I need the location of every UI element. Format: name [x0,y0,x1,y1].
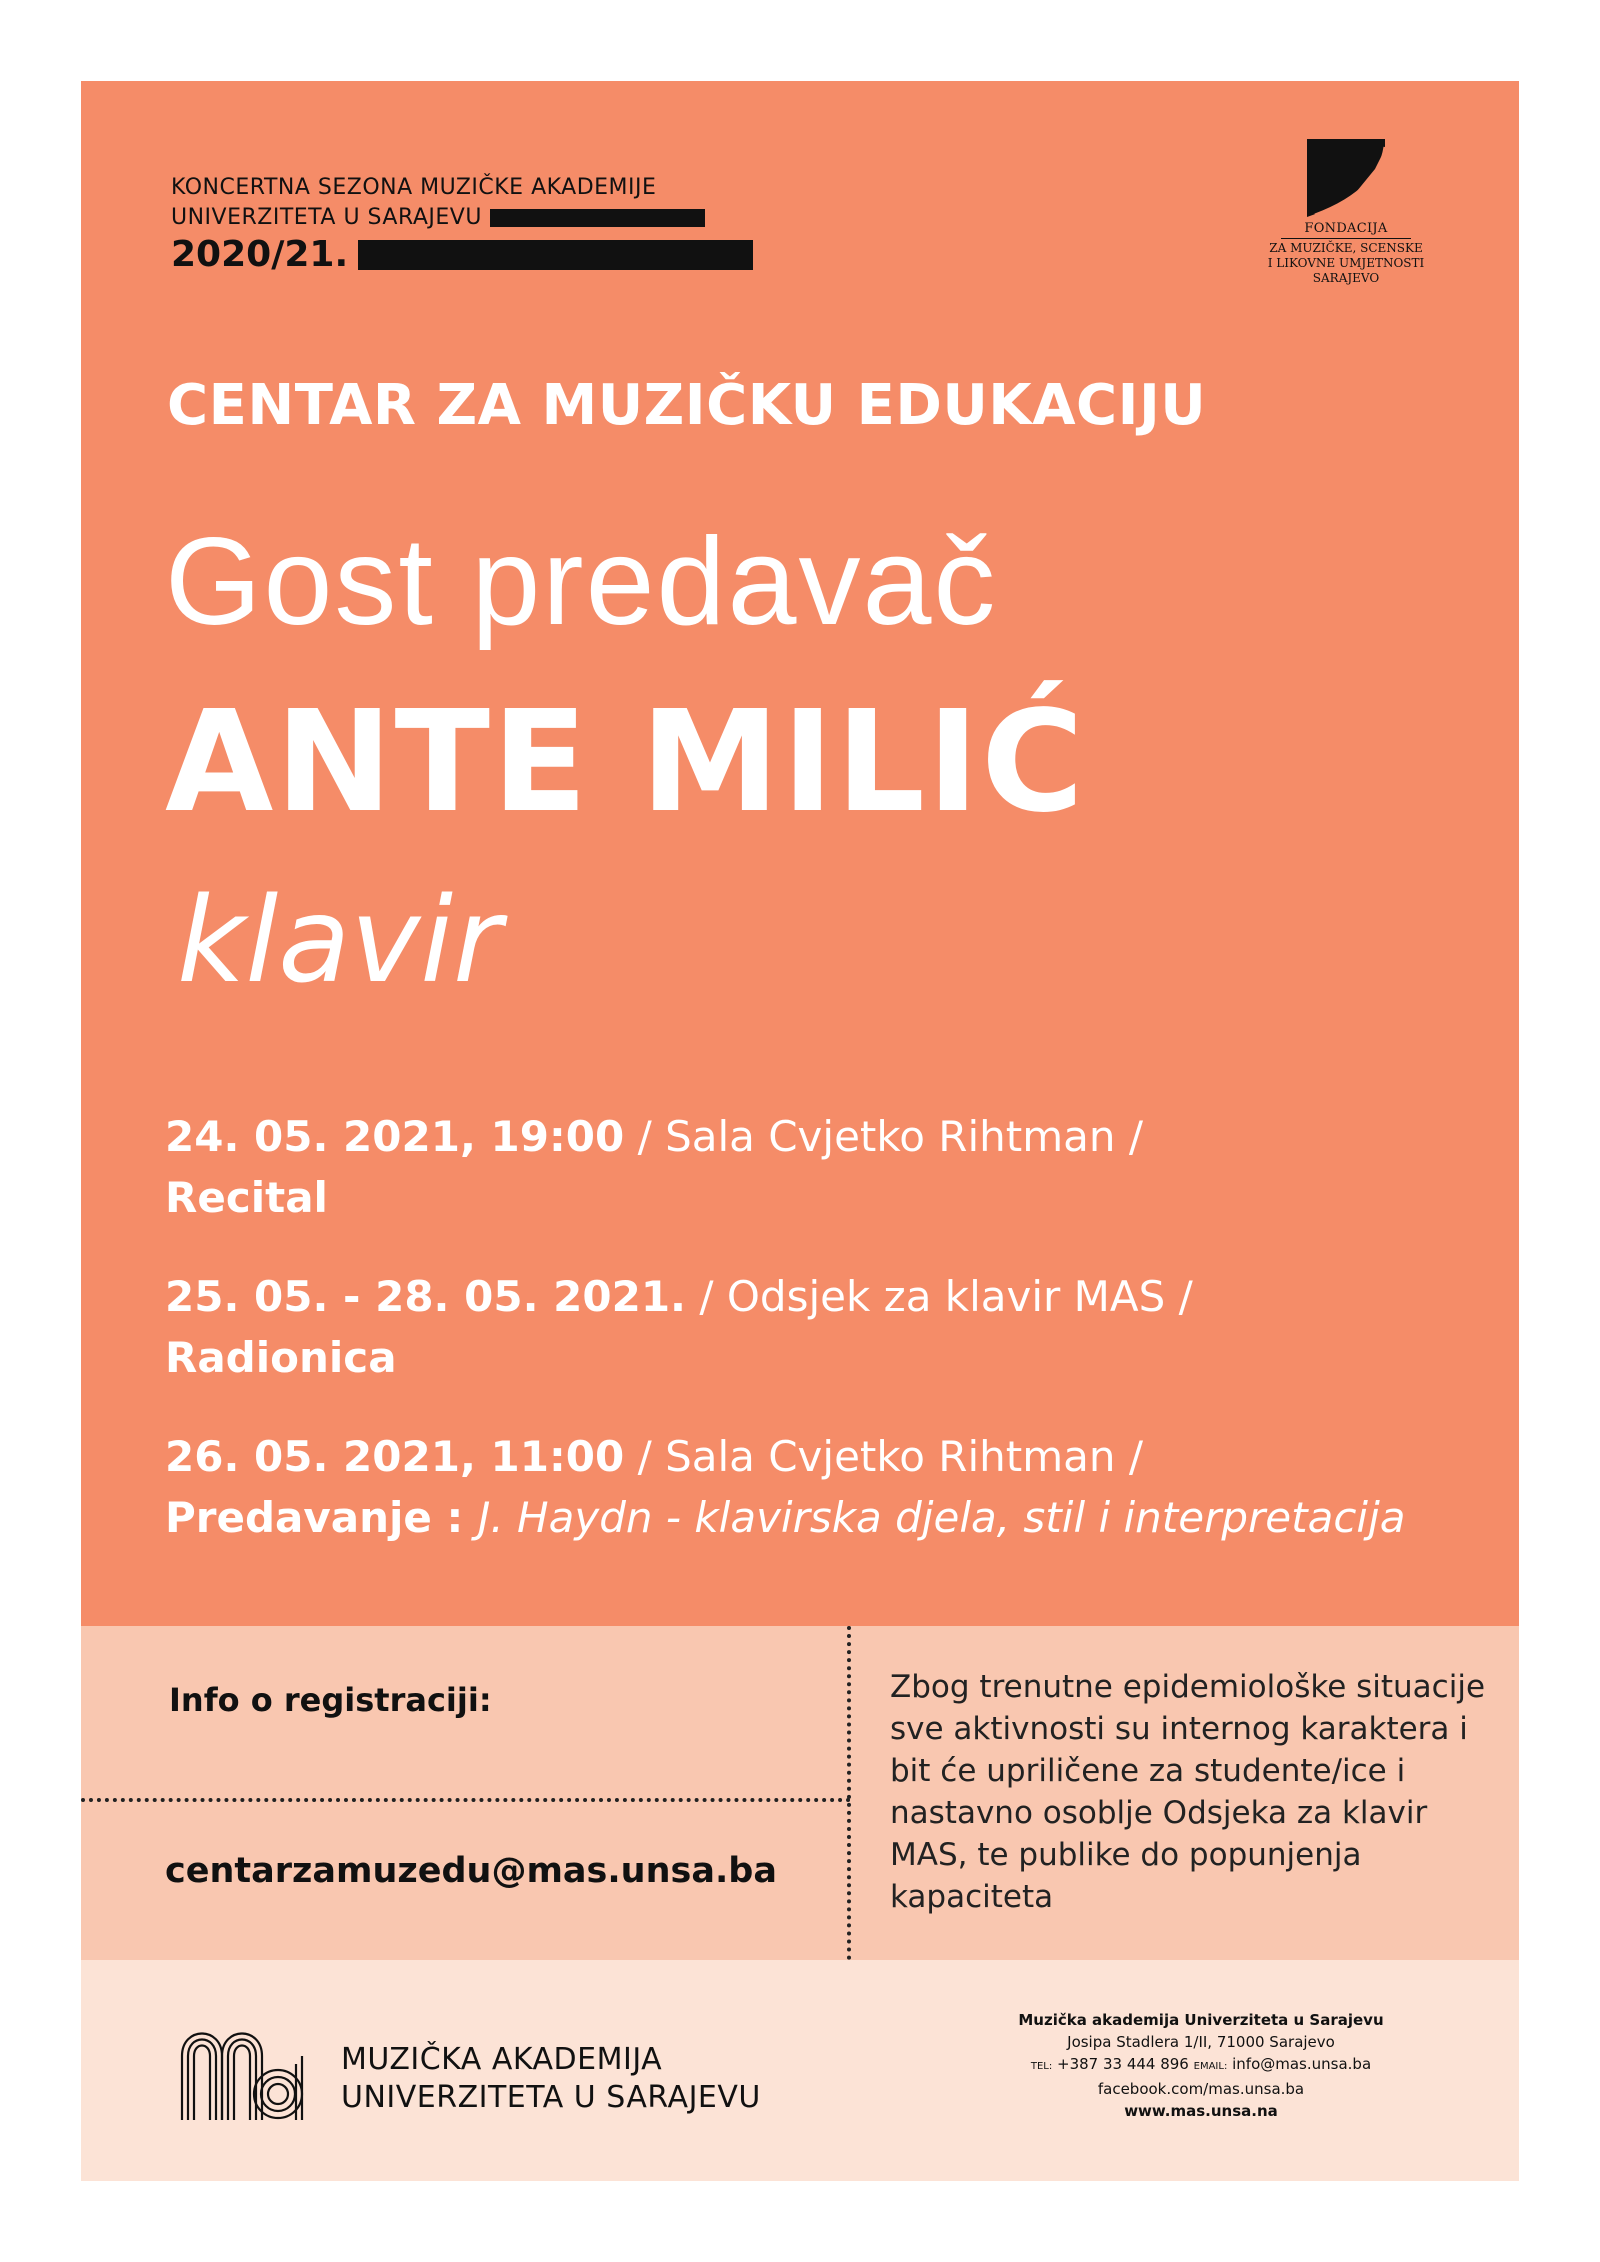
academy-name [341,2041,761,2117]
foundation-line1: FONDACIJA [1304,221,1388,236]
season-year: 2020/21. [171,234,349,275]
guest-label: Gost predavač [165,513,998,651]
contact-website[interactable]: www.mas.unsa.na [1124,2102,1278,2120]
contact-facebook[interactable]: facebook.com/mas.unsa.ba [1097,2080,1305,2098]
event-item [165,1426,1406,1548]
event-item [165,1106,1406,1228]
event-list [165,1106,1406,1586]
black-bar [358,240,753,270]
foundation-line4: SARAJEVO [1312,271,1380,285]
dotted-divider [847,1626,851,1960]
academy-name-line1: MUZIČKA AKADEMIJA [341,2042,663,2077]
event-type: Predavanje : [165,1493,478,1542]
event-when-where [165,1426,1406,1488]
event-date: 26. 05. 2021, 11:00 [165,1432,625,1481]
event-place: / Odsjek za klavir MAS / [686,1272,1193,1321]
academy-logo-icon [176,2016,306,2126]
black-bar [490,209,705,227]
event-type-row [165,1328,1406,1388]
event-date: 24. 05. 2021, 19:00 [165,1112,625,1161]
event-when-where [165,1106,1406,1168]
season-header [171,173,753,277]
event-item [165,1266,1406,1388]
instrument: klavir [177,871,502,1009]
poster [81,81,1519,2181]
contact-tel: +387 33 444 896 [1057,2055,1189,2073]
registration-label: Info o registraciji: [169,1681,492,1719]
event-place: / Sala Cvjetko Rihtman / [624,1112,1143,1161]
email-label: EMAIL: [1193,2061,1228,2072]
foundation-line2: ZA MUZIČKE, SCENSKE [1269,241,1423,255]
tel-label: TEL: [1030,2061,1053,2072]
center-title: CENTAR ZA MUZIČKU EDUKACIJU [167,373,1207,438]
event-type-row [165,1488,1406,1548]
foundation-line3: I LIKOVNE UMJETNOSTI [1267,256,1425,270]
foundation-logo [1266,139,1426,286]
event-type-row [165,1168,1406,1228]
contact-address: Josipa Stadlera 1/II, 71000 Sarajevo [1067,2033,1335,2051]
season-year-row [171,233,753,277]
foundation-emblem-icon [1307,139,1385,217]
contact-phone-email [961,2053,1441,2078]
dotted-divider [81,1798,851,1802]
event-when-where [165,1266,1406,1328]
season-line2: UNIVERZITETA U SARAJEVU [171,205,482,230]
season-line1: KONCERTNA SEZONA MUZIČKE AKADEMIJE [171,175,657,200]
event-place: / Sala Cvjetko Rihtman / [624,1432,1143,1481]
notice-text: Zbog trenutne epidemiološke situacije sve aktivnosti su internog karaktera i bit će upriličene za studente/ice i nastavno osoblje Odsjeka za klavir MAS, te publike do popunjenja kapaciteta [890,1669,1486,1915]
event-type: Recital [165,1173,328,1222]
contact-email[interactable]: info@mas.unsa.ba [1232,2055,1372,2073]
season-line2-row [171,203,753,233]
registration-email[interactable]: centarzamuzedu@mas.unsa.ba [165,1851,777,1891]
contact-block [961,2009,1441,2122]
event-topic: J. Haydn - klavirska djela, stil i interpretacija [477,1493,1406,1542]
event-type: Radionica [165,1333,397,1382]
divider [1281,238,1411,239]
academy-name-line2: UNIVERZITETA U SARAJEVU [341,2080,761,2115]
lecturer-name: ANTE MILIĆ [165,681,1086,844]
event-date: 25. 05. - 28. 05. 2021. [165,1272,687,1321]
contact-title: Muzička akademija Univerziteta u Sarajevu [1018,2011,1384,2029]
